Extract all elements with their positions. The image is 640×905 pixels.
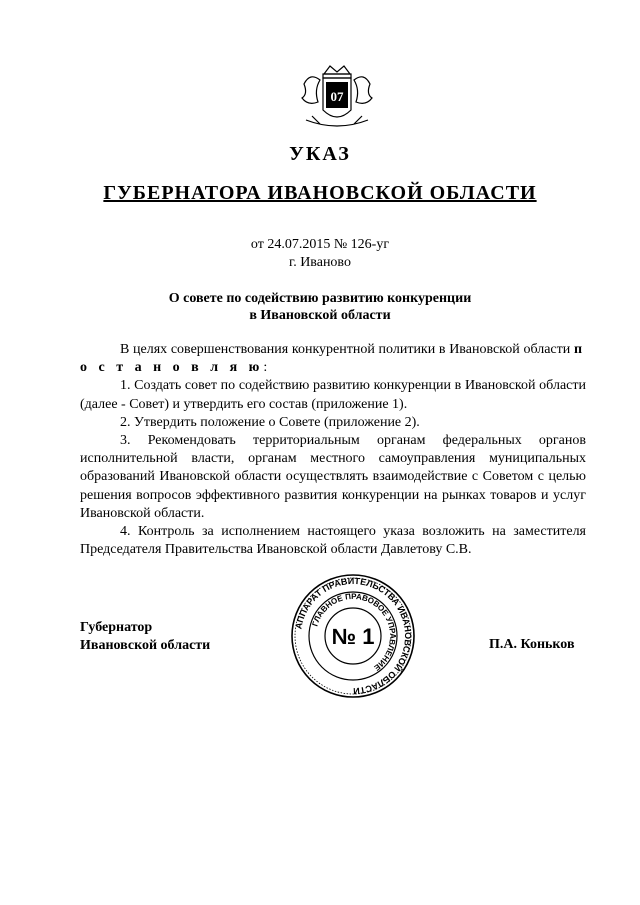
signatory-name: П.А. Коньков (489, 637, 575, 652)
coat-of-arms-icon (296, 60, 378, 130)
subject-line-2: в Ивановской области (249, 308, 391, 323)
item-paragraph: 2. Утвердить положение о Совете (приложение 2). (120, 414, 420, 430)
intro-text: В целях совершенствования конкурентной политики в Ивановской области (120, 342, 571, 357)
stamp-inner-text: ГЛАВНОЕ ПРАВОВОЕ УПРАВЛЕНИЕ (310, 591, 398, 673)
signatory-position (80, 619, 210, 655)
decree-colon: : (263, 360, 268, 376)
signatory-position-line-1: Губернатор (80, 620, 153, 635)
item-paragraph: 3. Рекомендовать территориальным органам федеральных органов исполнительной власти, органам местного самоуправления муниципальных образований Ивановской области осуществлять взаимодействие с Советом с целью решения вопросов эффективного развития конкуренции на рынках товаров и услуг Ивановской области. (80, 433, 586, 521)
intro-paragraph (80, 341, 586, 377)
document-body (80, 341, 586, 559)
decree-word: п о с т а н о в л я ю (80, 342, 587, 376)
stamp-outer-text: АППАРАТ ПРАВИТЕЛЬСТВА ИВАНОВСКОЙ ОБЛАСТИ (293, 575, 414, 697)
issuer-title: ГУБЕРНАТОРА ИВАНОВСКОЙ ОБЛАСТИ (103, 182, 537, 204)
document-date-number: от 24.07.2015 № 126-уг (250, 237, 390, 252)
document-title: УКАЗ (289, 143, 351, 165)
official-stamp (290, 573, 416, 699)
svg-text:07: 07 (330, 89, 344, 104)
signatory-position-line-2: Ивановской области (80, 638, 211, 653)
item-paragraph: 1. Создать совет по содействию развитию конкуренции в Ивановской области (далее - Совет) и утвердить его состав (приложение 1). (80, 378, 586, 412)
subject-line-1: О совете по содействию развитию конкуренции (168, 291, 472, 306)
document-city: г. Иваново (289, 255, 351, 270)
stamp-number: № 1 (331, 624, 375, 649)
item-paragraph: 4. Контроль за исполнением настоящего указа возложить на заместителя Председателя Правительства Ивановской области Давлетову С.В. (80, 524, 586, 558)
